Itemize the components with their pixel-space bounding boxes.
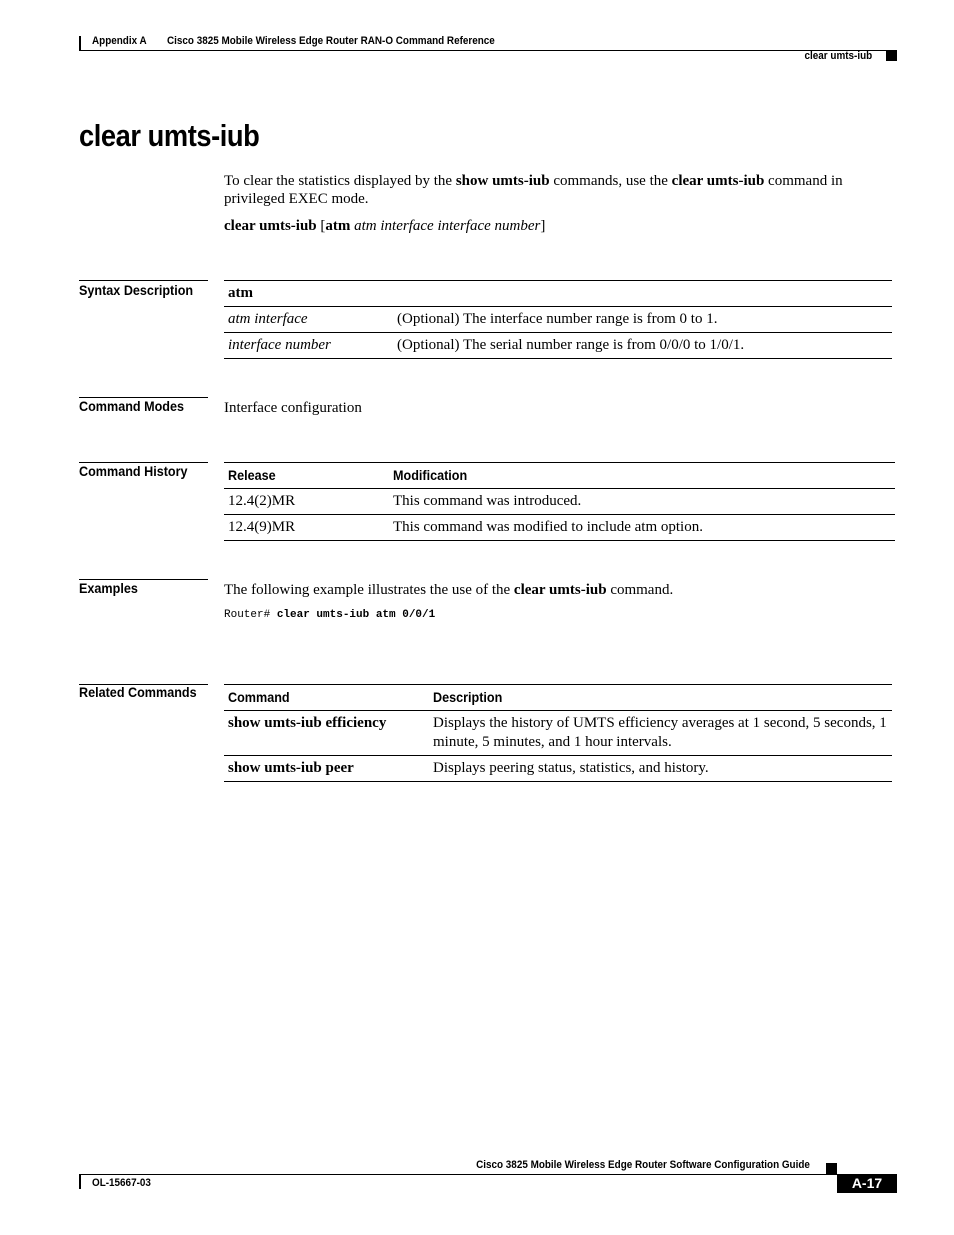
footer-marker [826, 1163, 837, 1174]
syntax-term [224, 307, 393, 333]
footer-guide-title: Cisco 3825 Mobile Wireless Edge Router Software Configuration Guide [476, 1159, 810, 1171]
syntax-term [224, 333, 393, 359]
syntax-open-bracket: [ [316, 218, 326, 234]
related-description: Displays the history of UMTS efficiency averages at 1 second, 5 seconds, 1 minute, 5 minutes, and 1 hour intervals. [433, 715, 887, 750]
syntax-term-text: atm interface [228, 311, 308, 327]
intro-bold-clear: clear umts-iub [671, 173, 765, 189]
syntax-arguments: atm interface interface number [350, 218, 541, 234]
history-modification: This command was modified to include atm option. [393, 519, 703, 535]
history-col-modification [389, 463, 895, 489]
command-modes-heading: Command Modes [79, 398, 185, 414]
related-command [224, 711, 429, 756]
related-col-command [224, 685, 429, 711]
footer-rule [79, 1174, 897, 1175]
related-col-command-label: Command [228, 689, 290, 705]
related-command-text: show umts-iub peer [228, 760, 354, 776]
syntax-description-rule [79, 280, 208, 281]
syntax-term-text: interface number [228, 337, 331, 353]
table-row [224, 756, 892, 782]
examples-heading: Examples [79, 580, 138, 596]
table-row [224, 685, 892, 711]
table-row [224, 307, 892, 333]
command-history-heading: Command History [79, 463, 188, 479]
related-commands-table [224, 684, 892, 782]
syntax-command: clear umts-iub [224, 218, 317, 234]
table-row [224, 489, 895, 515]
related-command-text: show umts-iub efficiency [228, 715, 387, 731]
history-release: 12.4(2)MR [228, 493, 296, 509]
example-code [224, 609, 435, 621]
history-col-release-label: Release [228, 467, 276, 483]
page-number: A-17 [837, 1174, 897, 1193]
history-col-modification-label: Modification [393, 467, 468, 483]
header-section-name: clear umts-iub [804, 50, 872, 62]
header-appendix: Appendix A [92, 35, 147, 47]
footer-left-bar [79, 1175, 81, 1189]
history-release: 12.4(9)MR [228, 519, 296, 535]
syntax-description-table [224, 280, 892, 359]
related-command [224, 756, 429, 782]
examples-bold-command: clear umts-iub [513, 582, 607, 598]
command-history-table [224, 462, 895, 541]
examples-paragraph [224, 581, 673, 599]
code-command: clear umts-iub atm 0/0/1 [276, 609, 436, 621]
header-marker [886, 50, 897, 61]
history-col-release [224, 463, 389, 489]
intro-text-1: To clear the statistics displayed by the [224, 173, 456, 189]
syntax-close-bracket: ] [540, 218, 546, 234]
intro-bold-show: show umts-iub [455, 173, 550, 189]
table-row [224, 711, 892, 756]
syntax-line [224, 217, 545, 235]
table-row [224, 281, 892, 307]
table-row [224, 333, 892, 359]
examples-text-1: The following example illustrates the use of the [224, 582, 514, 598]
intro-text-2: commands, use the [549, 173, 672, 189]
table-row [224, 515, 895, 541]
syntax-description-heading: Syntax Description [79, 282, 194, 298]
history-modification: This command was introduced. [393, 493, 582, 509]
code-prompt: Router# [224, 609, 277, 621]
syntax-desc: (Optional) The serial number range is from 0/0/0 to 1/0/1. [397, 337, 745, 353]
page-title: clear umts-iub [79, 118, 260, 153]
related-commands-heading: Related Commands [79, 684, 197, 700]
syntax-header-cell: atm [228, 285, 253, 301]
related-col-description [429, 685, 892, 711]
command-modes-text: Interface configuration [224, 400, 362, 416]
syntax-keyword: atm [325, 218, 351, 234]
syntax-desc: (Optional) The interface number range is from 0 to 1. [397, 311, 718, 327]
footer-doc-number: OL-15667-03 [92, 1177, 151, 1189]
examples-text-2: command. [606, 582, 674, 598]
related-description: Displays peering status, statistics, and history. [433, 760, 709, 776]
header-rule [79, 50, 896, 51]
related-col-description-label: Description [433, 689, 503, 705]
intro-paragraph [224, 172, 896, 208]
intro-text-3: command in privileged EXEC mode. [224, 173, 843, 207]
header-book-title: Cisco 3825 Mobile Wireless Edge Router RAN-O Command Reference [167, 35, 495, 47]
header-left-bar [79, 36, 81, 50]
table-row [224, 463, 895, 489]
